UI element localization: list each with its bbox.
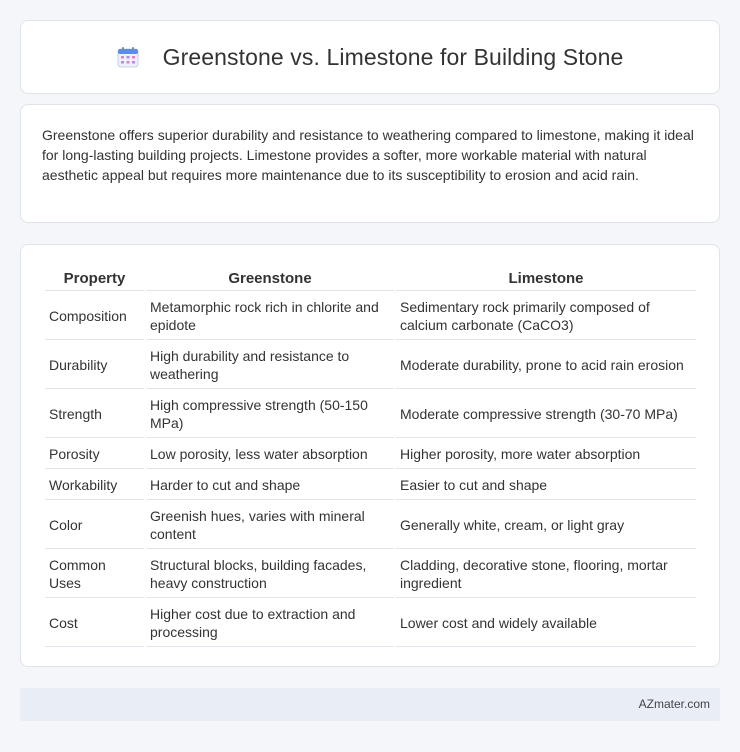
table-row [45,502,696,549]
column-header-property: Property [45,267,144,291]
table-header-row [45,267,696,291]
table-row [45,440,696,469]
limestone-cell: Moderate compressive strength (30-70 MPa) [396,391,696,438]
limestone-cell: Moderate durability, prone to acid rain erosion [396,342,696,389]
footer-brand: AZmater.com [638,697,710,711]
greenstone-cell: Greenish hues, varies with mineral content [146,502,394,549]
property-cell: Strength [45,391,144,438]
property-cell: Composition [45,293,144,340]
greenstone-cell: Higher cost due to extraction and processing [146,600,394,647]
page-title: Greenstone vs. Limestone for Building Stone [162,43,624,70]
summary-text: Greenstone offers superior durability and resistance to weathering compared to limestone, making it ideal for long-lasting building projects. Limestone provides a softer, more workable material with natural aesthetic appeal but requires more maintenance due to its susceptibility to erosion and acid rain. [42,127,694,183]
calendar-icon [117,46,139,68]
table-row [45,391,696,438]
greenstone-cell: High compressive strength (50-150 MPa) [146,391,394,438]
header [21,21,719,93]
column-header-greenstone: Greenstone [146,267,394,291]
comparison-table [43,265,698,649]
limestone-cell: Cladding, decorative stone, flooring, mortar ingredient [396,551,696,598]
property-cell: Common Uses [45,551,144,598]
summary-card [20,104,720,223]
property-cell: Workability [45,471,144,500]
limestone-cell: Sedimentary rock primarily composed of calcium carbonate (CaCO3) [396,293,696,340]
limestone-cell: Higher porosity, more water absorption [396,440,696,469]
table-row [45,471,696,500]
property-cell: Porosity [45,440,144,469]
greenstone-cell: High durability and resistance to weathering [146,342,394,389]
table-row [45,551,696,598]
limestone-cell: Lower cost and widely available [396,600,696,647]
property-cell: Cost [45,600,144,647]
column-header-limestone: Limestone [396,267,696,291]
table-row [45,600,696,647]
comparison-table-card [20,244,720,667]
greenstone-cell: Harder to cut and shape [146,471,394,500]
greenstone-cell: Low porosity, less water absorption [146,440,394,469]
table-row [45,342,696,389]
greenstone-cell: Metamorphic rock rich in chlorite and epidote [146,293,394,340]
property-cell: Color [45,502,144,549]
greenstone-cell: Structural blocks, building facades, heavy construction [146,551,394,598]
footer [20,688,720,721]
header-card [20,20,720,94]
table-row [45,293,696,340]
property-cell: Durability [45,342,144,389]
limestone-cell: Generally white, cream, or light gray [396,502,696,549]
limestone-cell: Easier to cut and shape [396,471,696,500]
